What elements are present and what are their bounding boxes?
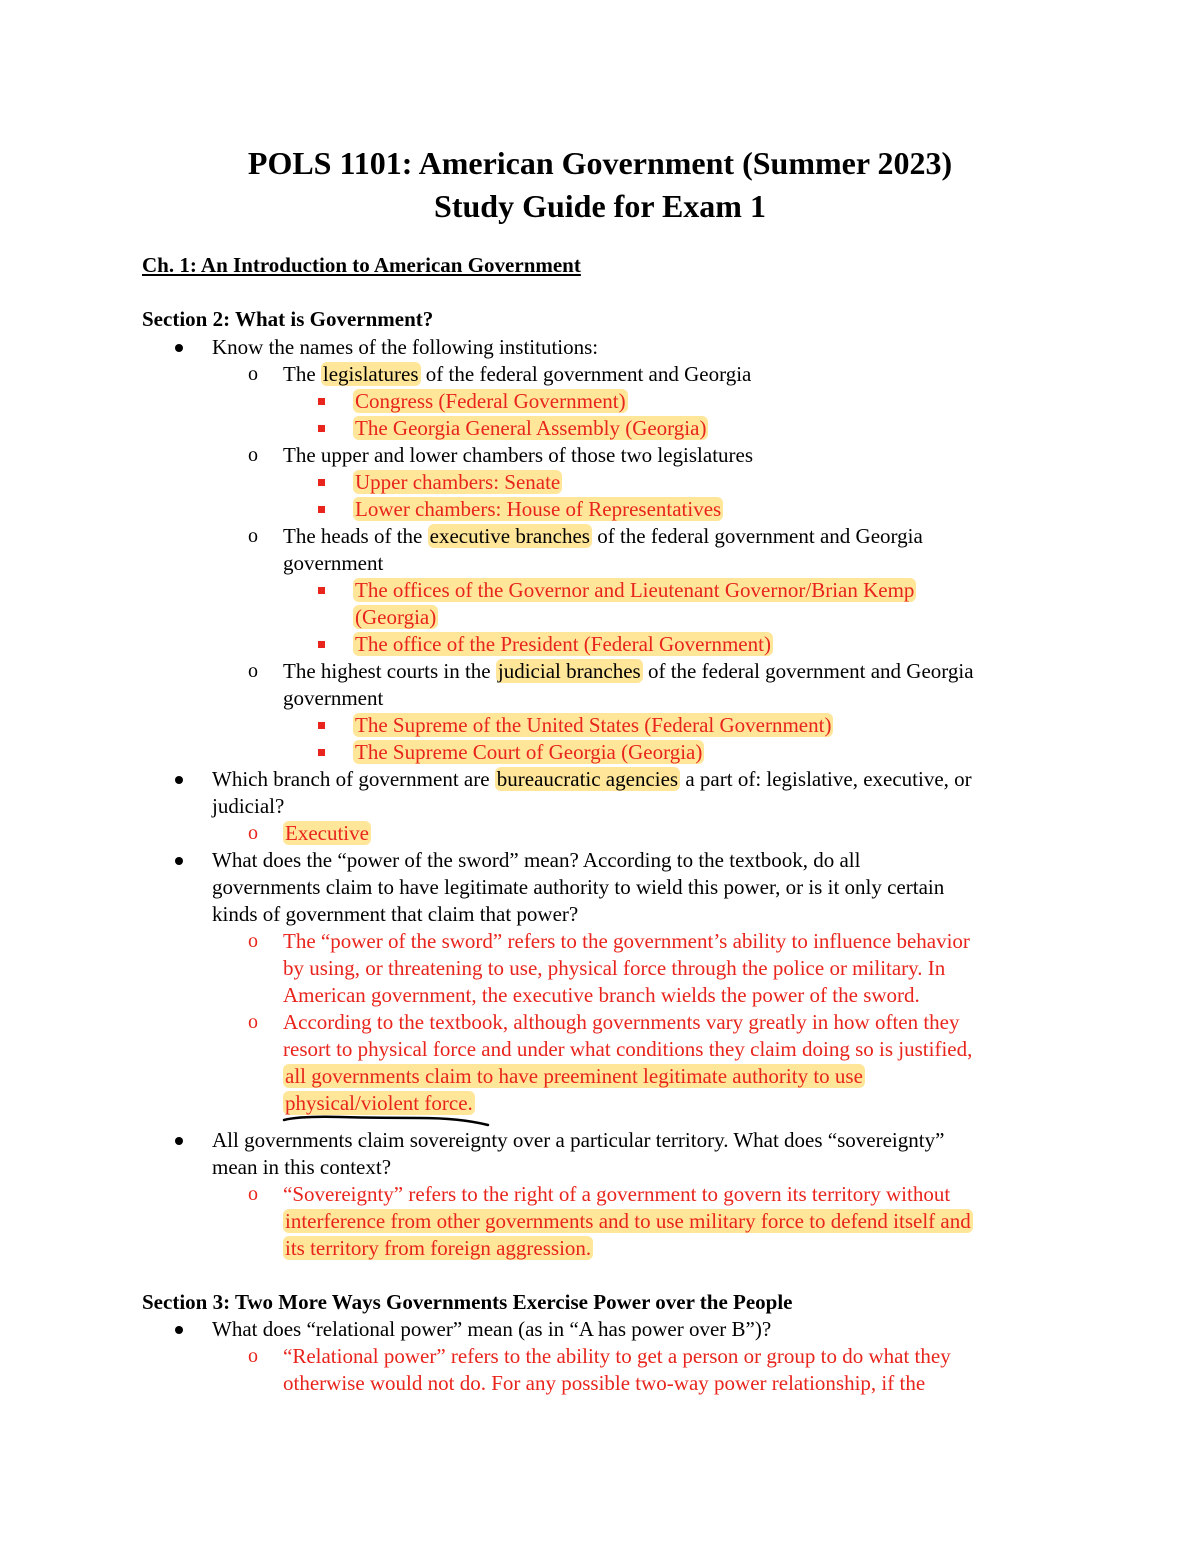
circle-bullet-icon: o — [248, 822, 258, 844]
circle-bullet-icon: o — [248, 363, 258, 385]
document-title: POLS 1101: American Government (Summer 2023) — [247, 145, 953, 181]
question-sovereignty-2: mean in this context? — [212, 1155, 392, 1179]
question-relational-power: What does “relational power” mean (as in “A has power over B”)? — [212, 1317, 772, 1341]
sub-question-executive-cont: government — [283, 551, 384, 575]
circle-bullet-icon: o — [248, 444, 258, 466]
section-2-heading: Section 2: What is Government? — [142, 307, 434, 331]
answer-textbook-1: According to the textbook, although governments vary greatly in how often they — [283, 1010, 960, 1034]
answer-congress: Congress (Federal Government) — [355, 389, 626, 413]
answer-power-of-sword-3: American government, the executive branch wields the power of the sword. — [283, 983, 920, 1007]
answer-lower-chambers: Lower chambers: House of Representatives — [355, 497, 722, 521]
sub-question-courts: The highest courts in the judicial branches of the federal government and Georgia — [283, 659, 974, 683]
sub-question-courts-cont: government — [283, 686, 384, 710]
answer-georgia-assembly: The Georgia General Assembly (Georgia) — [355, 416, 707, 440]
answer-president: The office of the President (Federal Government) — [355, 632, 771, 656]
document-subtitle: Study Guide for Exam 1 — [434, 188, 766, 224]
circle-bullet-icon: o — [248, 1183, 258, 1205]
question-power-of-sword-3: kinds of government that claim that power? — [212, 902, 579, 926]
answer-executive: Executive — [285, 821, 369, 845]
answer-textbook-4: physical/violent force. — [285, 1091, 473, 1115]
answer-textbook-3: all governments claim to have preeminent legitimate authority to use — [285, 1064, 863, 1088]
answer-sovereignty-1: “Sovereignty” refers to the right of a government to govern its territory without — [283, 1182, 951, 1206]
question-bureaucratic: Which branch of government are bureaucratic agencies a part of: legislative, executive, or — [212, 767, 972, 791]
answer-governor: The offices of the Governor and Lieutenant Governor/Brian Kemp — [355, 578, 915, 602]
question-power-of-sword-2: governments claim to have legitimate authority to wield this power, or is it only certain — [212, 875, 945, 899]
section-3-heading: Section 3: Two More Ways Governments Exercise Power over the People — [142, 1290, 793, 1314]
sub-question-executive: The heads of the executive branches of the federal government and Georgia — [283, 524, 923, 548]
answer-georgia-supreme-court: The Supreme Court of Georgia (Georgia) — [355, 740, 703, 764]
answer-relational-power-2: otherwise would not do. For any possible two-way power relationship, if the — [283, 1371, 926, 1395]
question-power-of-sword-1: What does the “power of the sword” mean? According to the textbook, do all — [212, 848, 861, 872]
question-institutions: Know the names of the following institutions: — [212, 335, 599, 359]
sub-question-legislatures: The legislatures of the federal government and Georgia — [283, 362, 752, 386]
question-sovereignty-1: All governments claim sovereignty over a particular territory. What does “sovereignty” — [212, 1128, 945, 1152]
answer-sovereignty-2: interference from other governments and to use military force to defend itself and — [285, 1209, 971, 1233]
sub-question-chambers: The upper and lower chambers of those two legislatures — [283, 443, 754, 467]
answer-upper-chambers: Upper chambers: Senate — [355, 470, 561, 494]
answer-textbook-2: resort to physical force and under what conditions they claim doing so is justified, — [283, 1037, 973, 1061]
circle-bullet-icon: o — [248, 525, 258, 547]
circle-bullet-icon: o — [248, 930, 258, 952]
question-bureaucratic-cont: judicial? — [212, 794, 285, 818]
answer-power-of-sword-2: by using, or threatening to use, physical force through the police or military. In — [283, 956, 946, 980]
answer-relational-power-1: “Relational power” refers to the ability to get a person or group to do what they — [283, 1344, 951, 1368]
answer-governor-cont: (Georgia) — [355, 605, 437, 629]
circle-bullet-icon: o — [248, 660, 258, 682]
circle-bullet-icon: o — [248, 1011, 258, 1033]
answer-us-supreme-court: The Supreme of the United States (Federal Government) — [355, 713, 832, 737]
circle-bullet-icon: o — [248, 1345, 258, 1367]
chapter-heading: Ch. 1: An Introduction to American Government — [142, 253, 581, 277]
answer-power-of-sword-1: The “power of the sword” refers to the government’s ability to influence behavior — [283, 929, 970, 953]
answer-sovereignty-3: its territory from foreign aggression. — [285, 1236, 592, 1260]
